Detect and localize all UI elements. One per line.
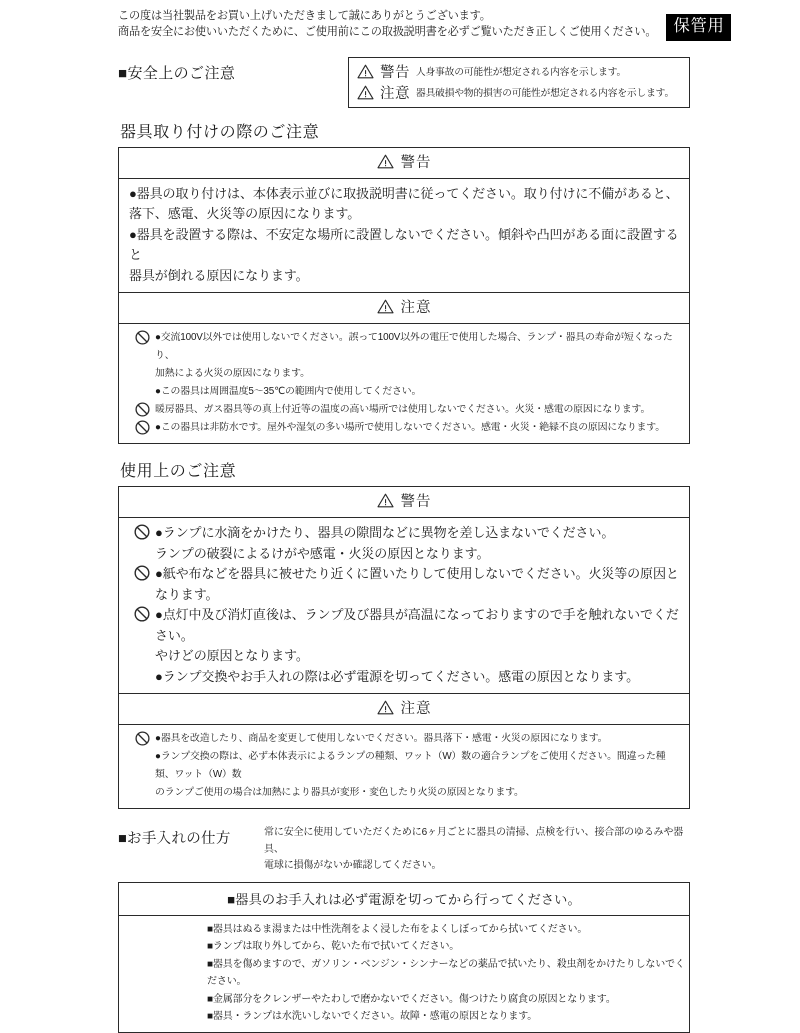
care-item: ■器具はぬるま湯または中性洗剤をよく浸した布をよくしぼってから拭いてください。 <box>207 923 588 935</box>
usage-caution-label: 注意 <box>400 701 432 717</box>
care-intro-block <box>118 825 690 875</box>
caution-item <box>129 419 679 437</box>
install-warning-line: 器具が倒れる原因になります。 <box>129 267 309 283</box>
storage-badge: 保管用 <box>666 14 731 41</box>
caution-item-text: ●この器具は周囲温度5〜35℃の範囲内で使用してください。 <box>155 386 422 397</box>
prohibition-icon <box>129 730 155 746</box>
legend-row-warning <box>357 61 683 82</box>
care-box <box>118 882 690 1033</box>
caution-item-text: ●交流100V以外では使用しないでください。誤って100V以外の電圧で使用した場合、ランプ・器具の寿命が短くなったり、 <box>155 332 673 361</box>
prohibition-icon <box>129 419 155 435</box>
care-item: ■金属部分をクレンザーやたわしで磨かないでください。傷つけたり腐食の原因となります。 <box>207 993 616 1005</box>
caution-item-text: ●この器具は非防水です。屋外や湿気の多い場所で使用しないでください。感電・火災・絶縁不良の原因になります。 <box>155 422 665 433</box>
usage-warning-label: 警告 <box>400 494 432 510</box>
prohibition-icon <box>129 523 155 540</box>
caution-triangle-icon <box>377 700 394 715</box>
prohibition-icon <box>129 564 155 581</box>
care-item-list <box>119 916 689 1032</box>
caution-item-text: ●器具を改造したり、商品を変更して使用しないでください。器具落下・感電・火災の原因になります。 <box>155 733 608 744</box>
usage-caution-band <box>119 694 689 725</box>
legend-word-caution: 注意 <box>380 85 410 102</box>
warning-item-text: ●ランプに水滴をかけたり、器具の隙間などに異物を差し込まないでください。 <box>155 525 615 540</box>
legend-row-caution <box>357 82 683 103</box>
install-caution-body <box>119 324 689 443</box>
intro-line-1: この度は当社製品をお買い上げいただきまして誠にありがとうございます。 <box>118 10 491 22</box>
caution-item-text: のランプご使用の場合は加熱により器具が変形・変色したり火災の原因となります。 <box>155 787 524 798</box>
install-caution-label: 注意 <box>400 300 432 316</box>
caution-item <box>129 748 679 784</box>
install-warning-band <box>119 148 689 179</box>
prohibition-icon <box>129 329 155 345</box>
usage-section-title: 使用上のご注意 <box>120 463 237 480</box>
prohibition-icon <box>129 401 155 417</box>
usage-caution-body <box>119 725 689 808</box>
care-item: ■器具・ランプは水洗いしないでください。故障・感電の原因となります。 <box>207 1011 538 1022</box>
intro-text <box>118 8 656 40</box>
warning-item <box>129 564 679 605</box>
usage-box <box>118 486 690 809</box>
warning-item <box>129 544 679 565</box>
caution-triangle-icon <box>377 299 394 314</box>
legend-word-warning: 警告 <box>380 64 410 81</box>
usage-warning-body <box>119 518 689 694</box>
caution-item-text: 暖房器具、ガス器具等の真上付近等の温度の高い場所では使用しないでください。火災・感電の原因になります。 <box>155 404 651 415</box>
care-box-title: ■器具のお手入れは必ず電源を切ってから行ってください。 <box>119 883 689 916</box>
caution-item <box>129 383 679 401</box>
warning-item-text: ランプの破裂によるけがや感電・火災の原因となります。 <box>155 545 490 561</box>
prohibition-icon <box>129 605 155 622</box>
install-warning-line: 落下、感電、火災等の原因になります。 <box>129 206 361 221</box>
install-warning-line: ●器具を設置する際は、不安定な場所に設置しないでください。傾斜や凸凹がある面に設置すると <box>129 226 679 262</box>
caution-item-text: ●ランプ交換の際は、必ず本体表示によるランプの種類、ワット（W）数の適合ランプをご使用ください。間違った種類、ワット（W）数 <box>155 751 666 780</box>
warning-item <box>129 523 679 544</box>
care-intro-line-1: 常に安全に使用していただくために6ヶ月ごとに器具の清掃、点検を行い、接合部のゆるみや器具、 <box>264 827 684 855</box>
warning-triangle-icon <box>357 64 374 79</box>
install-caution-band <box>119 293 689 324</box>
install-section-title: 器具取り付けの際のご注意 <box>120 123 320 141</box>
legend-desc-warning: 人身事故の可能性が想定される内容を示します。 <box>416 67 627 78</box>
legend-desc-caution: 器具破損や物的損害の可能性が想定される内容を示します。 <box>416 88 675 99</box>
care-intro-line-2: 電球に損傷がないか確認してください。 <box>264 860 442 871</box>
care-intro-text <box>264 825 690 875</box>
warning-triangle-icon <box>377 154 394 169</box>
warning-item-text: ●点灯中及び消灯直後は、ランプ及び器具が高温になっておりますので手を触れないでください。 <box>155 607 679 643</box>
install-warning-body <box>119 179 689 294</box>
warning-item-text: ●ランプ交換やお手入れの際は必ず電源を切ってください。感電の原因となります。 <box>155 668 640 684</box>
warning-item <box>129 646 679 667</box>
care-heading: ■お手入れの仕方 <box>118 831 231 847</box>
caution-item-text: 加熱による火災の原因になります。 <box>155 368 310 379</box>
safety-legend-block <box>118 57 690 108</box>
caution-item <box>129 365 679 383</box>
intro-block <box>118 8 725 41</box>
install-box <box>118 147 690 445</box>
caution-item <box>129 401 679 419</box>
warning-triangle-icon <box>377 493 394 508</box>
warning-item-text: ●紙や布などを器具に被せたり近くに置いたりして使用しないでください。火災等の原因となります。 <box>155 566 679 602</box>
install-warning-label: 警告 <box>400 154 432 171</box>
intro-line-2: 商品を安全にお使いいただくために、ご使用前にこの取扱説明書を必ずご覧いただき正しくご使用ください。 <box>118 25 657 38</box>
legend-box <box>348 57 690 108</box>
warning-item-text: やけどの原因となります。 <box>155 648 309 663</box>
usage-warning-band <box>119 487 689 518</box>
safety-heading: ■安全上のご注意 <box>118 64 236 82</box>
care-item: ■器具を傷めますので、ガソリン・ベンジン・シンナーなどの薬品で拭いたり、殺虫剤をかけたりしないでください。 <box>207 958 685 987</box>
warning-item <box>129 605 679 646</box>
caution-item <box>129 329 679 365</box>
caution-triangle-icon <box>357 85 374 100</box>
warning-item <box>129 667 679 688</box>
care-item: ■ランプは取り外してから、乾いた布で拭いてください。 <box>207 941 460 952</box>
caution-item <box>129 730 679 748</box>
caution-item <box>129 784 679 802</box>
install-warning-line: ●器具の取り付けは、本体表示並びに取扱説明書に従ってください。取り付けに不備があると、 <box>129 185 679 201</box>
